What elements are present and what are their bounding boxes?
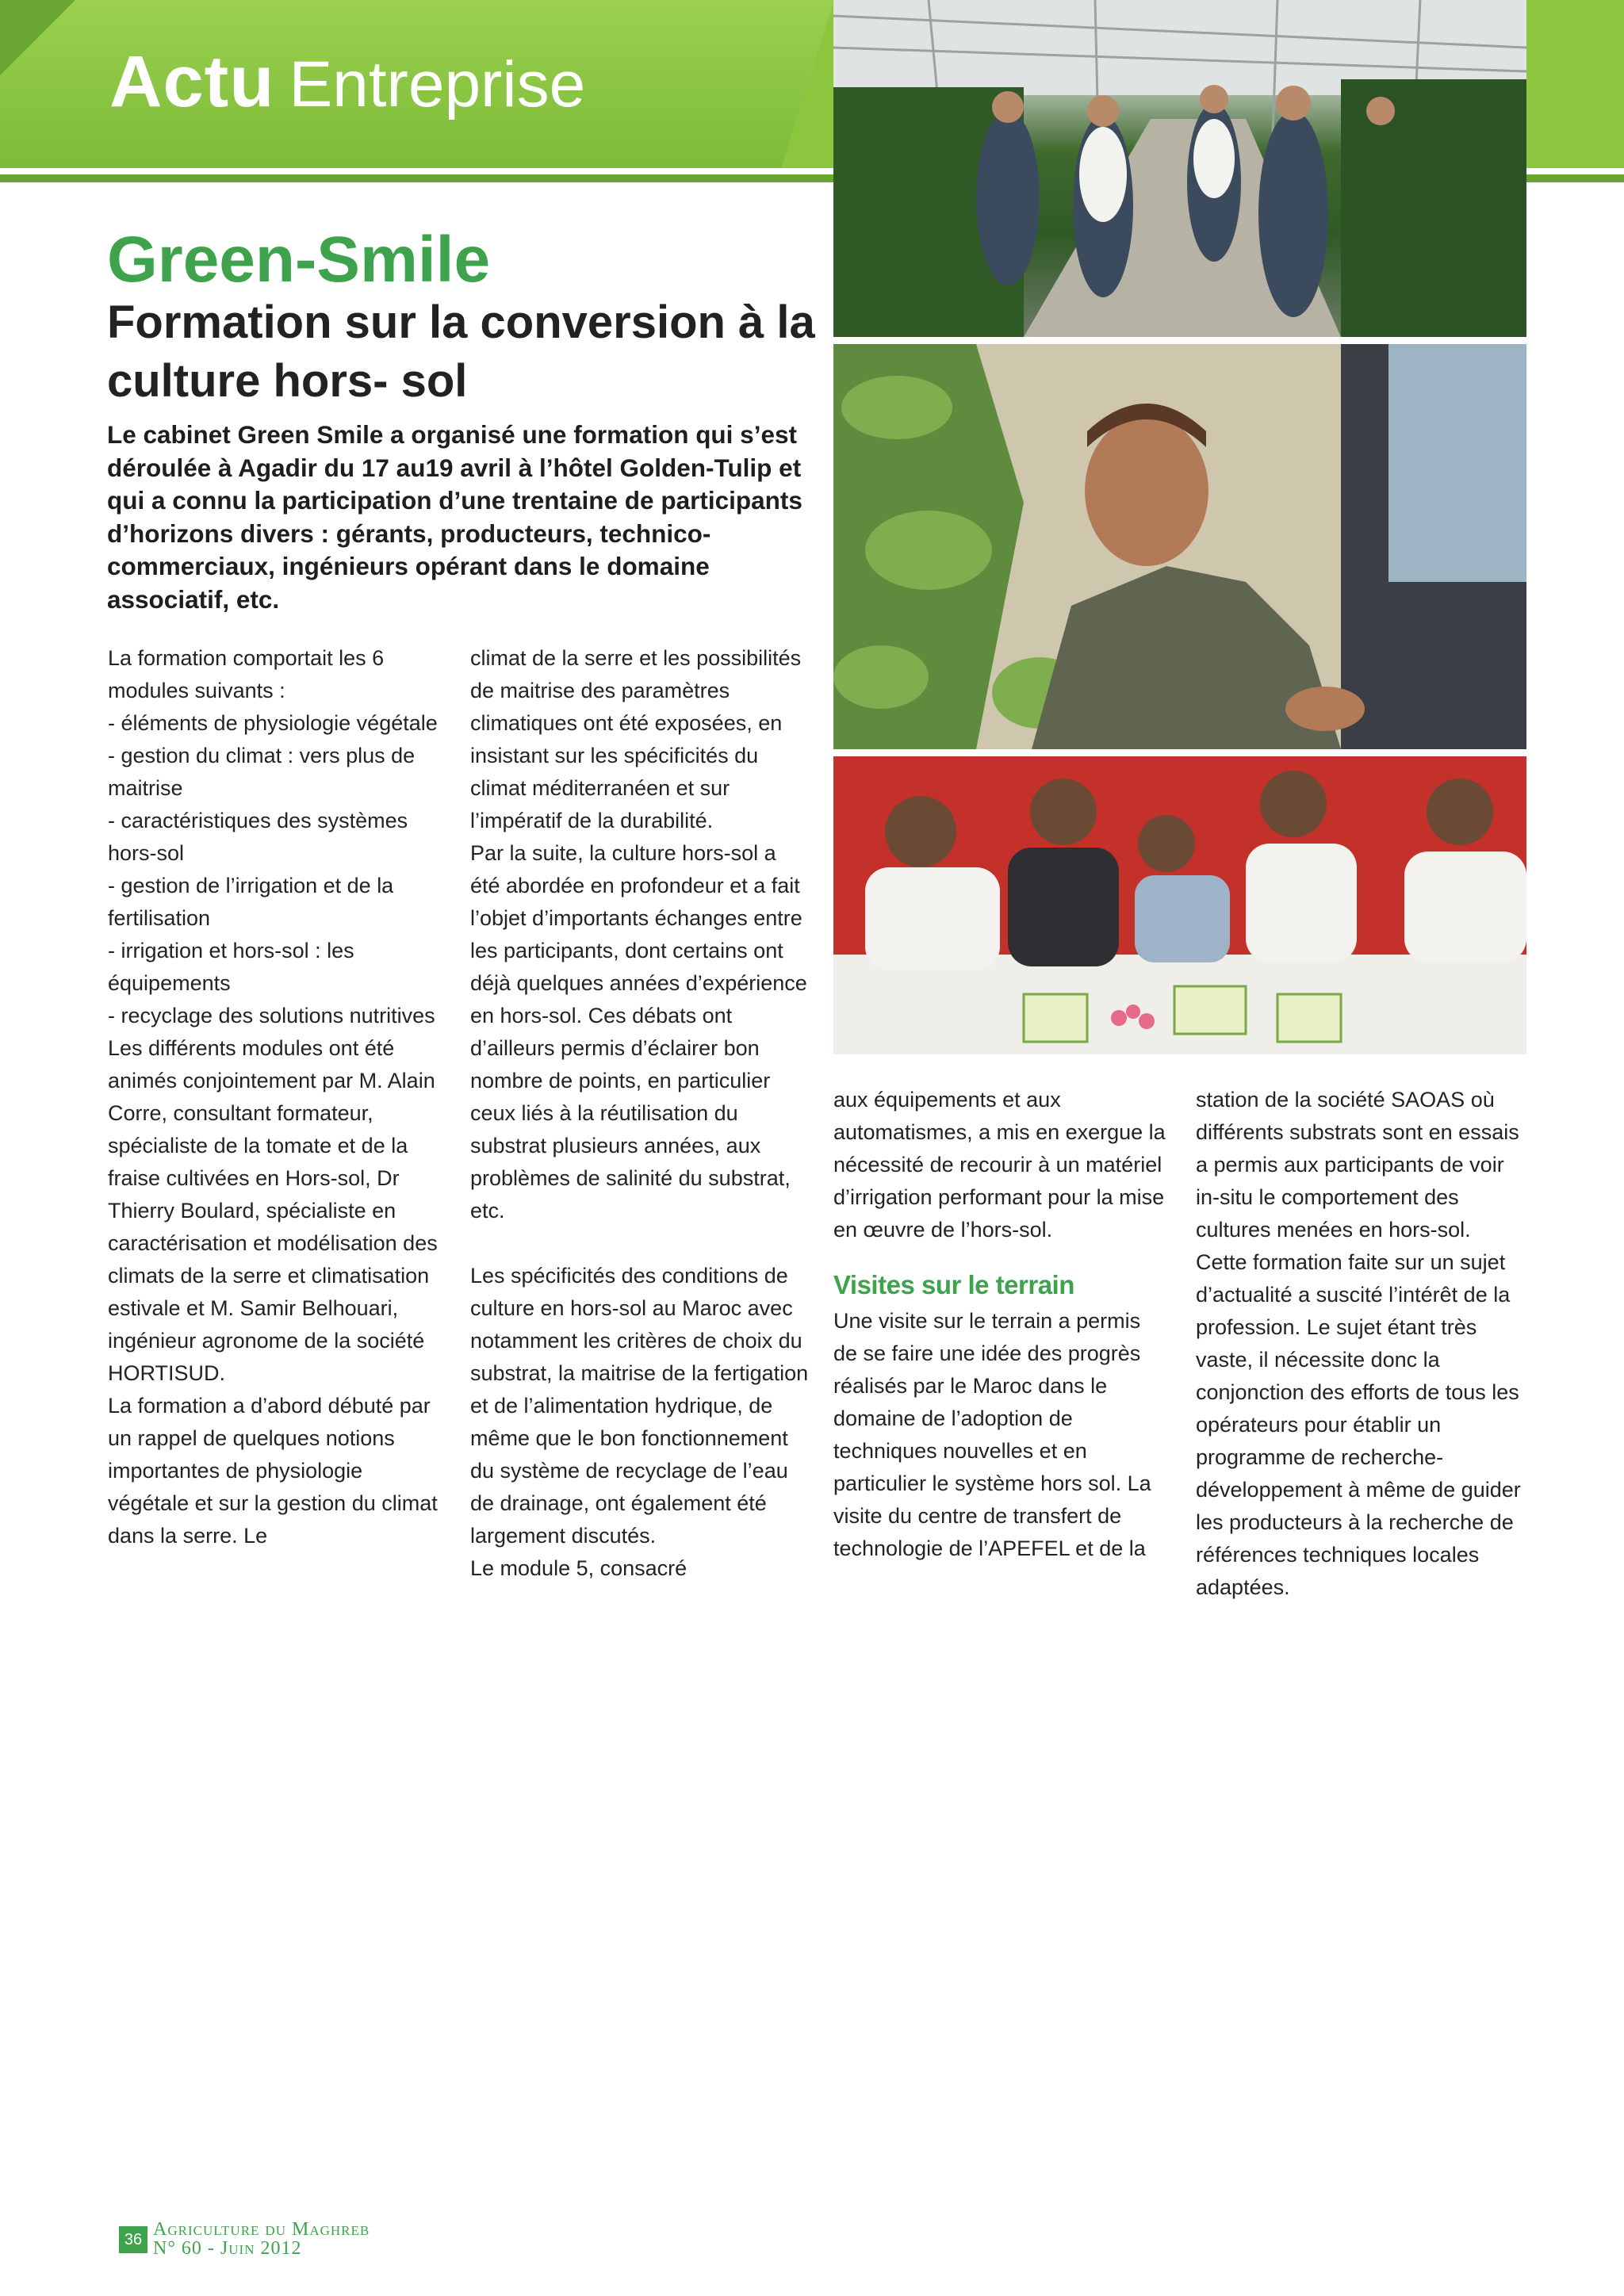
article-lead: Le cabinet Green Smile a organisé une formation qui s’est déroulée à Agadir du 17 au19 avril à l’hôtel Golden-Tulip et qui a connu la participation d’une trentaine de participants d’horizons divers : gérants, producteurs, technico-commerciaux, ingénieurs opérant dans le domaine associatif, etc. [107,420,802,614]
paragraph: aux équipements et aux automatismes, a mis en exergue la nécessité de recourir à un matériel d’irrigation performant pour la mise en œuvre de l’hors-sol. [833,1088,1166,1242]
module-item: - éléments de physiologie végétale [108,711,438,735]
module-item: - caractéristiques des systèmes hors-sol [108,809,408,865]
body-column-4 [1196,1084,1529,1604]
paragraph: Par la suite, la culture hors-sol a été abordée en profondeur et a fait l’objet d’importants échanges entre les participants, dont certains ont déjà quelques années d’expérience en hors-sol. Ces débats ont d’ailleurs permis d’éclairer bon nombre de points, en particulier ceux liés à la réutilisation du substrat plusieurs années, aux problèmes de salinité du substrat, etc. [470,841,807,1223]
photo-trainer-soil-illustration [833,344,1526,749]
magazine-name: Agriculture du Maghreb [153,2219,370,2240]
paragraph: Une visite sur le terrain a permis de se faire une idée des progrès réalisés par le Maroc dans le domaine de l’adoption de techniques nouvelles et en particulier le système hors sol. La visite du centre de transfert de technologie de l’APEFEL et de la [833,1309,1151,1560]
article-brand: Green-Smile [107,224,491,296]
banner-rule-white [0,168,834,174]
paragraph: La formation comportait les 6 modules suivants : [108,646,385,702]
module-item: - gestion du climat : vers plus de maitrise [108,744,416,800]
module-item: - gestion de l’irrigation et de la fertilisation [108,874,394,930]
paragraph: Les spécificités des conditions de culture en hors-sol au Maroc avec notamment les critères de choix du substrat, la maitrise de la fertigation et de l’alimentation hydrique, de même que le bon fonctionnement du système de recyclage de l’eau de drainage, ont également été largement discutés. [470,1264,809,1548]
body-column-1 [108,642,449,1552]
photo-panel-table [833,756,1526,1054]
section-title-light: Entreprise [289,48,586,121]
paragraph: station de la société SAOAS où différents substrats sont en essais a permis aux participants de voir in-situ le comportement des cultures menées en hors-sol. [1196,1088,1519,1242]
right-rule-white [1526,168,1624,174]
right-banner-tab [1526,0,1624,168]
subheading-field-visits: Visites sur le terrain [833,1270,1074,1299]
photo-greenhouse-visit-illustration [833,0,1526,337]
paragraph-gap [470,1227,811,1260]
photo-trainer-soil [833,344,1526,749]
paragraph: Le module 5, consacré [470,1556,688,1580]
section-title-bold: Actu [109,41,275,122]
magazine-issue: N° 60 - Juin 2012 [153,2238,302,2259]
body-column-3 [833,1084,1166,1565]
banner-rule-green [0,174,834,182]
module-item: - recyclage des solutions nutritives [108,1004,435,1027]
photo-greenhouse-visit [833,0,1526,337]
paragraph: Cette formation faite sur un sujet d’actualité a suscité l’intérêt de la profession. Le sujet étant très vaste, il nécessite donc la conjonction des efforts de tous les opérateurs pour établir un programme de recherche-développement à même de guider les producteurs à la recherche de références techniques locales adaptées. [1196,1250,1521,1599]
paragraph: climat de la serre et les possibilités de maitrise des paramètres climatiques ont été exposées, en insistant sur les spécificités du climat méditerranéen et sur l’impératif de la durabilité. [470,646,802,832]
body-column-2 [470,642,811,1585]
magazine-footer [153,2220,370,2258]
module-item: - irrigation et hors-sol : les équipements [108,939,354,995]
article-headline: Formation sur la conversion à la culture hors- sol [107,297,815,407]
right-rule-green [1526,174,1624,182]
paragraph: La formation a d’abord débuté par un rappel de quelques notions importantes de physiologie végétale et sur la gestion du climat dans la serre. Le [108,1394,438,1548]
page-number: 36 [119,2226,147,2253]
section-title [109,38,585,128]
photo-panel-table-illustration [833,756,1526,1054]
paragraph: Les différents modules ont été animés conjointement par M. Alain Corre, consultant formateur, spécialiste de la tomate et de la fraise cultivées en Hors-sol, Dr Thierry Boulard, spécialiste en caractérisation et modélisation des climats de la serre et climatisation estivale et M. Samir Belhouari, ingénieur agronome de la société HORTISUD. [108,1036,438,1385]
